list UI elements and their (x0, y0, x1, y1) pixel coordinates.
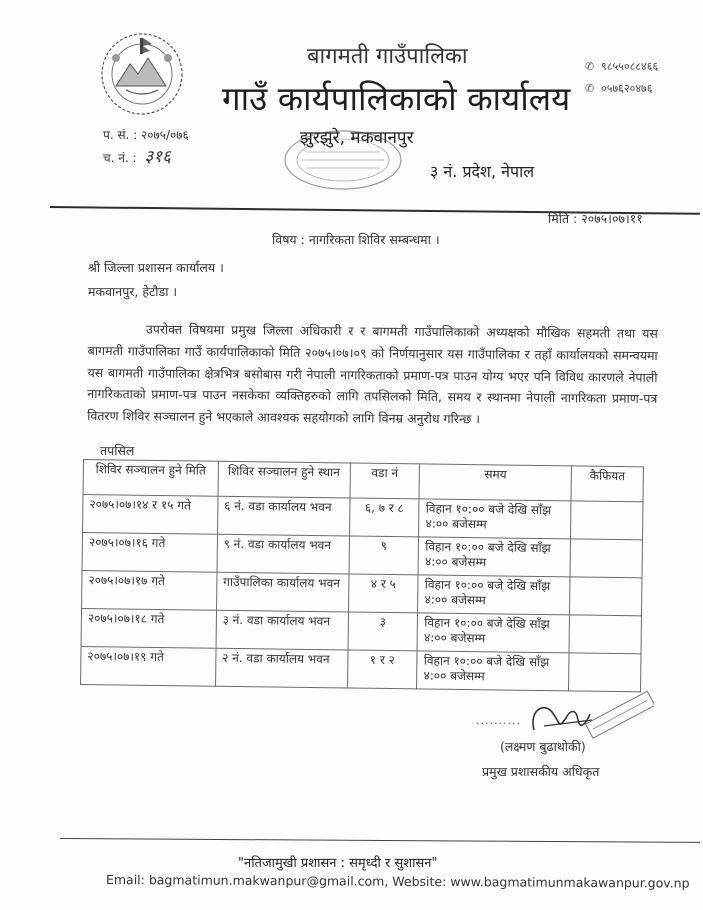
cell-remarks (571, 501, 643, 540)
cell-remarks (570, 577, 642, 616)
column-header: समय (419, 464, 571, 501)
reference-block (103, 124, 189, 169)
letter-subject: विषय : नागरिकता शिविर सम्बन्धमा । (272, 232, 440, 247)
cell-time: विहान १०:०० बजे देखि साँझ ४:०० बजेसम्म (418, 575, 570, 615)
office-title: गाउँ कार्यपालिकाको कार्यालय (222, 79, 571, 118)
cell-date: २०७५।०७।१७ गते (82, 570, 217, 610)
cell-date: २०७५।०७।१९ गते (81, 646, 216, 686)
cell-time: विहान १०:०० बजे देखि साँझ ४:०० बजेसम्म (418, 537, 570, 577)
location-city: झुरझुरे, मकवानपुर (300, 128, 414, 148)
table-row (81, 646, 641, 691)
cell-ward: १ र २ (347, 650, 417, 689)
addressee-office: श्री जिल्ला प्रशासन कार्यालय । (88, 260, 224, 275)
phone-list (585, 56, 658, 100)
cell-time: विहान १०:०० बजे देखि साँझ ४:०० बजेसम्म (417, 651, 569, 691)
cell-venue: ९ नं. वडा कार्यालय भवन (217, 534, 349, 574)
cell-remarks (569, 615, 641, 654)
column-header: कैफियत (571, 466, 643, 502)
dispatch-label: च. नं. : (103, 151, 137, 165)
letter-date: मिति : २०७५।०७।११ (548, 211, 643, 226)
cell-remarks (569, 653, 641, 692)
letter-body: उपरोक्त विषयमा प्रमुख जिल्ला अधिकारी र र बागमती गाउँपालिकाको अध्यक्षको मौखिक सहमती तथा यस बागमती गाउँपालिका गाउँ कार्यपालिकाको मिति २०७५।०७।०९ को निर्णयानुसार यस गाउँपालिका र तहाँ कार्यालयको समन्वयमा यस बागमती गाउँपालिका क्षेत्रभित्र बसोबास गरी नेपाली नागरिकताको प्रमाण-पत्र पाउन योग्य भएर पनि विविध कारणले नेपाली नागरिकताको प्रमाण-पत्र पाउन नसकेका व्यक्तिहरुको लागि तपसिलको मिति, समय र स्थानमा नेपाली नागरिकता प्रमाण-पत्र वितरण शिविर सञ्चालन हुने भएकाले आवश्यक सहयोगको लागि विनम्र अनुरोध गरिन्छ । (87, 321, 658, 427)
cell-time: विहान १०:०० बजे देखि साँझ ४:०० बजेसम्म (417, 613, 569, 653)
dispatch-number: ३१६ (144, 147, 171, 167)
location-province: ३ नं. प्रदेश, नेपाल (430, 162, 535, 181)
government-emblem-icon (96, 28, 188, 120)
cell-venue: ६ नं. वडा कार्यालय भवन (217, 496, 349, 536)
column-header: वडा नं (350, 463, 420, 499)
column-header: शिविर सञ्चालन हुने स्थान (218, 461, 350, 498)
addressee-location: मकवानपुर, हेटौडा । (88, 284, 178, 299)
cell-date: २०७५।०७।१६ गते (82, 533, 217, 573)
cell-venue: २ नं. वडा कार्यालय भवन (215, 648, 347, 688)
signer-designation: प्रमुख प्रशासकीय अधिकृत (482, 764, 600, 779)
footer-divider (60, 838, 700, 843)
cell-ward: ९ (349, 536, 419, 575)
cell-ward: ३ (348, 612, 418, 651)
phone-number: ९८५५०८८४६६ (601, 60, 659, 73)
cell-venue: गाउँपालिका कार्यालय भवन (216, 572, 348, 612)
phone-number: ०५७६२०४७६ (601, 82, 653, 95)
phone-line (585, 56, 658, 78)
signer-name: (लक्ष्मण बुढाथोकी) (500, 739, 586, 754)
cell-date: २०७५।०७।१८ गते (81, 608, 216, 648)
cell-ward: ६, ७ र ८ (349, 498, 419, 537)
details-label: तपसिल (100, 443, 135, 458)
addressee-block (88, 256, 224, 304)
municipality-name: बागमती गाउँपालिका (307, 44, 468, 69)
column-header: शिविर सञ्चालन हुने मिति (83, 460, 218, 497)
cell-date: २०७५।०७।१४ र १५ गते (83, 495, 218, 535)
camp-schedule-table (80, 459, 644, 692)
footer-motto: "नतिजामुखी प्रशासन : समृध्दी र सुशासन" (238, 856, 438, 871)
cell-remarks (570, 539, 642, 578)
dispatch-line (103, 146, 189, 169)
cell-ward: ४ र ५ (348, 574, 418, 613)
cell-time: विहान १०:०० बजे देखि साँझ ४:०० बजेसम्म (419, 499, 571, 539)
phone-icon: ✆ (585, 82, 595, 95)
signature-line: .......... (476, 714, 521, 727)
footer-contact: Email: bagmatimun.makwanpur@gmail.com, Website: www.bagmatimunmakawanpur.gov.np (105, 872, 690, 891)
phone-icon: ✆ (585, 60, 595, 73)
cell-venue: ३ नं. वडा कार्यालय भवन (216, 610, 348, 650)
fiscal-ref: प. सं. : २०७५/०७६ (103, 128, 189, 142)
phone-line (585, 78, 658, 100)
